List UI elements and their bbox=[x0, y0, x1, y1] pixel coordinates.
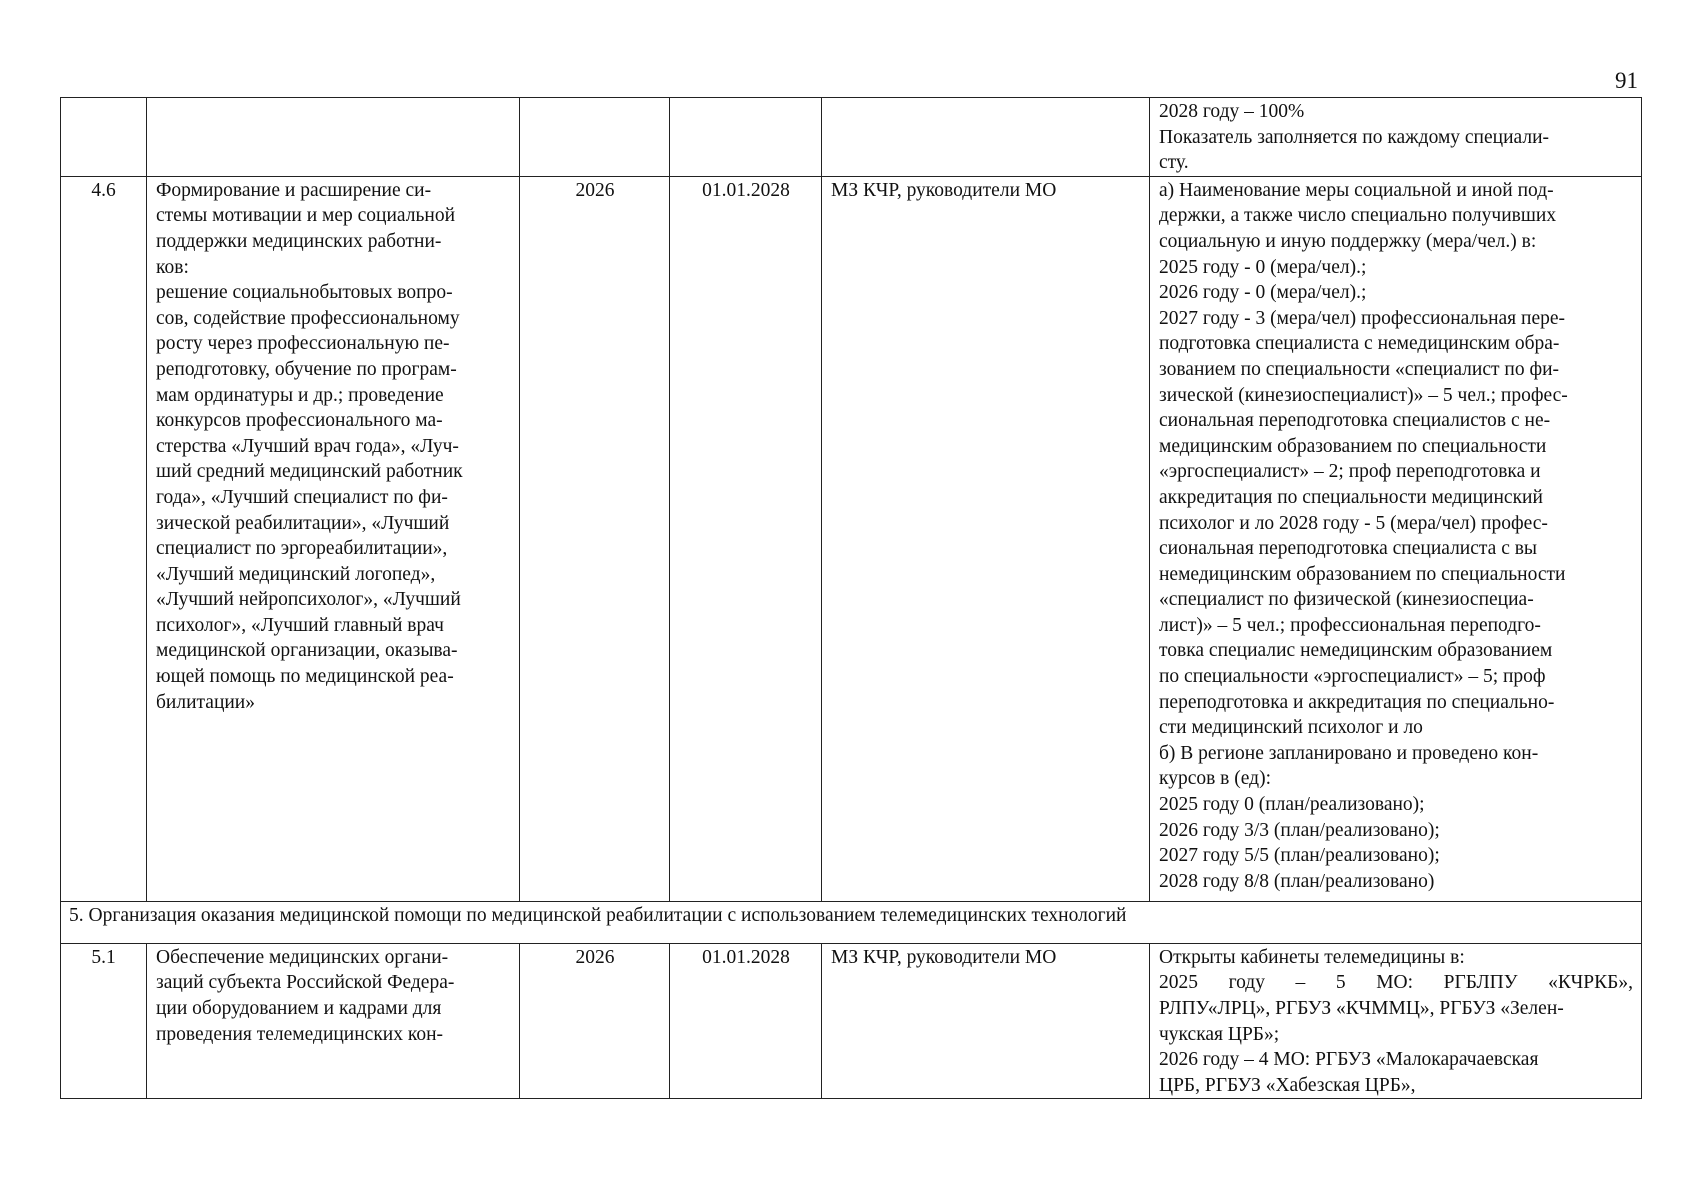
cell-start: 2026 bbox=[520, 176, 670, 901]
indicator-line: сту. bbox=[1159, 152, 1189, 174]
cell-measure bbox=[147, 176, 520, 901]
indicator-line: по специальности «эргоспециалист» – 5; проф bbox=[1159, 666, 1546, 688]
measure-line: сов, содействие профессиональному bbox=[156, 307, 460, 329]
measure-line: зической реабилитации», «Лучший bbox=[156, 512, 450, 534]
cell-responsible: МЗ КЧР, руководители МО bbox=[822, 943, 1150, 1099]
indicator-line: а) Наименование меры социальной и иной под- bbox=[1159, 179, 1554, 201]
indicator-line: 2028 году – 100% bbox=[1159, 101, 1305, 122]
measure-line: года», «Лучший специалист по фи- bbox=[156, 486, 448, 508]
measure-line: росту через профессиональную пе- bbox=[156, 333, 450, 355]
indicator-line: ЦРБ, РГБУЗ «Хабезская ЦРБ», bbox=[1159, 1074, 1416, 1096]
indicator-line: курсов в (ед): bbox=[1159, 768, 1271, 790]
indicator-line: Открыты кабинеты телемедицины в: bbox=[1159, 946, 1465, 968]
cell-measure bbox=[147, 98, 520, 177]
indicator-line: немедицинским образованием по специальности bbox=[1159, 563, 1566, 585]
measure-line: проведения телемедицинских кон- bbox=[156, 1023, 444, 1045]
measure-line: медицинской организации, оказыва- bbox=[156, 640, 458, 662]
measure-line: заций субъекта Российской Федера- bbox=[156, 972, 455, 994]
indicator-line: подготовка специалиста с немедицинским обра- bbox=[1159, 333, 1560, 355]
indicator-line: Показатель заполняется по каждому специали- bbox=[1159, 126, 1550, 148]
measure-line: «Лучший нейропсихолог», «Лучший bbox=[156, 589, 461, 611]
measure-line: билитации» bbox=[156, 691, 255, 713]
indicator-line: держки, а также число специально получивших bbox=[1159, 205, 1557, 227]
indicator-line: аккредитация по специальности медицинский bbox=[1159, 486, 1543, 508]
cell-end bbox=[670, 98, 822, 177]
cell-start: 2026 bbox=[520, 943, 670, 1099]
indicator-line: товка специалис немедицинским образованием bbox=[1159, 640, 1553, 662]
measure-line: конкурсов профессионального ма- bbox=[156, 410, 443, 432]
measure-line: ции оборудованием и кадрами для bbox=[156, 997, 442, 1019]
measure-line: решение социальнобытовых вопро- bbox=[156, 282, 453, 304]
measure-line: реподготовку, обучение по програм- bbox=[156, 358, 457, 380]
cell-number bbox=[61, 98, 147, 177]
indicator-line: зованием по специальности «специалист по фи- bbox=[1159, 358, 1560, 380]
cell-indicator bbox=[1150, 98, 1642, 177]
indicator-line: 2027 году 5/5 (план/реализовано); bbox=[1159, 845, 1440, 867]
cell-end: 01.01.2028 bbox=[670, 176, 822, 901]
measure-line: ков: bbox=[156, 256, 189, 278]
measure-line: Формирование и расширение си- bbox=[156, 179, 432, 201]
measure-line: стемы мотивации и мер социальной bbox=[156, 205, 456, 227]
section-heading: 5. Организация оказания медицинской помощи по медицинской реабилитации с использованием телемедицинских технологий bbox=[61, 901, 1642, 943]
measure-line: стерства «Лучший врач года», «Луч- bbox=[156, 435, 459, 457]
indicator-line: зической (кинезиоспециалист)» – 5 чел.; профес- bbox=[1159, 384, 1568, 406]
cell-start bbox=[520, 98, 670, 177]
indicator-line: 2026 году 3/3 (план/реализовано); bbox=[1159, 819, 1440, 841]
indicator-line: «специалист по физической (кинезиоспециа- bbox=[1159, 589, 1534, 611]
indicator-line: б) В регионе запланировано и проведено кон- bbox=[1159, 742, 1539, 764]
indicator-line: «эргоспециалист» – 2; проф переподготовка и bbox=[1159, 461, 1541, 483]
indicator-line: медицинским образованием по специальности bbox=[1159, 435, 1547, 457]
indicator-line: сиональная переподготовка специалиста с вы bbox=[1159, 538, 1538, 560]
measure-line: «Лучший медицинский логопед», bbox=[156, 563, 436, 585]
indicator-line: 2028 году 8/8 (план/реализовано) bbox=[1159, 870, 1435, 892]
indicator-line: психолог и ло 2028 году - 5 (мера/чел) профес- bbox=[1159, 512, 1548, 534]
measure-line: психолог», «Лучший главный врач bbox=[156, 614, 444, 636]
indicator-line: переподготовка и аккредитация по специально- bbox=[1159, 691, 1555, 713]
indicator-line: РЛПУ«ЛРЦ», РГБУЗ «КЧММЦ», РГБУЗ «Зелен- bbox=[1159, 997, 1564, 1019]
cell-end: 01.01.2028 bbox=[670, 943, 822, 1099]
measure-line: Обеспечение медицинских органи- bbox=[156, 946, 449, 968]
indicator-line: сти медицинский психолог и ло bbox=[1159, 717, 1423, 739]
cell-responsible: МЗ КЧР, руководители МО bbox=[822, 176, 1150, 901]
table-row-section-5 bbox=[61, 901, 1642, 943]
indicator-line: 2026 году - 0 (мера/чел).; bbox=[1159, 282, 1367, 304]
cell-measure bbox=[147, 943, 520, 1099]
indicator-line: 2026 году – 4 МО: РГБУЗ «Малокарачаевская bbox=[1159, 1049, 1539, 1071]
table-row-5-1 bbox=[61, 943, 1642, 1099]
cell-indicator bbox=[1150, 176, 1642, 901]
indicator-line: социальную и иную поддержку (мера/чел.) в: bbox=[1159, 230, 1537, 252]
indicator-line: 2027 году - 3 (мера/чел) профессиональная пере- bbox=[1159, 307, 1566, 329]
measures-table bbox=[60, 97, 1642, 1099]
cell-number: 5.1 bbox=[61, 943, 147, 1099]
cell-responsible bbox=[822, 98, 1150, 177]
measure-line: ющей помощь по медицинской реа- bbox=[156, 666, 454, 688]
table-row-continued bbox=[61, 98, 1642, 177]
measure-line: специалист по эргореабилитации», bbox=[156, 538, 448, 560]
cell-number: 4.6 bbox=[61, 176, 147, 901]
indicator-line: чукская ЦРБ»; bbox=[1159, 1023, 1280, 1045]
measure-line: ший средний медицинский работник bbox=[156, 461, 463, 483]
cell-indicator bbox=[1150, 943, 1642, 1099]
indicator-line: 2025 году – 5 МО: РГБЛПУ «КЧРКБ», bbox=[1159, 972, 1633, 994]
measure-line: мам ординатуры и др.; проведение bbox=[156, 384, 444, 406]
indicator-line: сиональная переподготовка специалистов с не- bbox=[1159, 410, 1551, 432]
measure-line: поддержки медицинских работни- bbox=[156, 230, 442, 252]
indicator-line: лист)» – 5 чел.; профессиональная переподго- bbox=[1159, 614, 1541, 636]
table-row-4-6 bbox=[61, 176, 1642, 901]
indicator-line: 2025 году 0 (план/реализовано); bbox=[1159, 794, 1425, 816]
indicator-line: 2025 году - 0 (мера/чел).; bbox=[1159, 256, 1367, 278]
page-number: 91 bbox=[1615, 68, 1638, 93]
